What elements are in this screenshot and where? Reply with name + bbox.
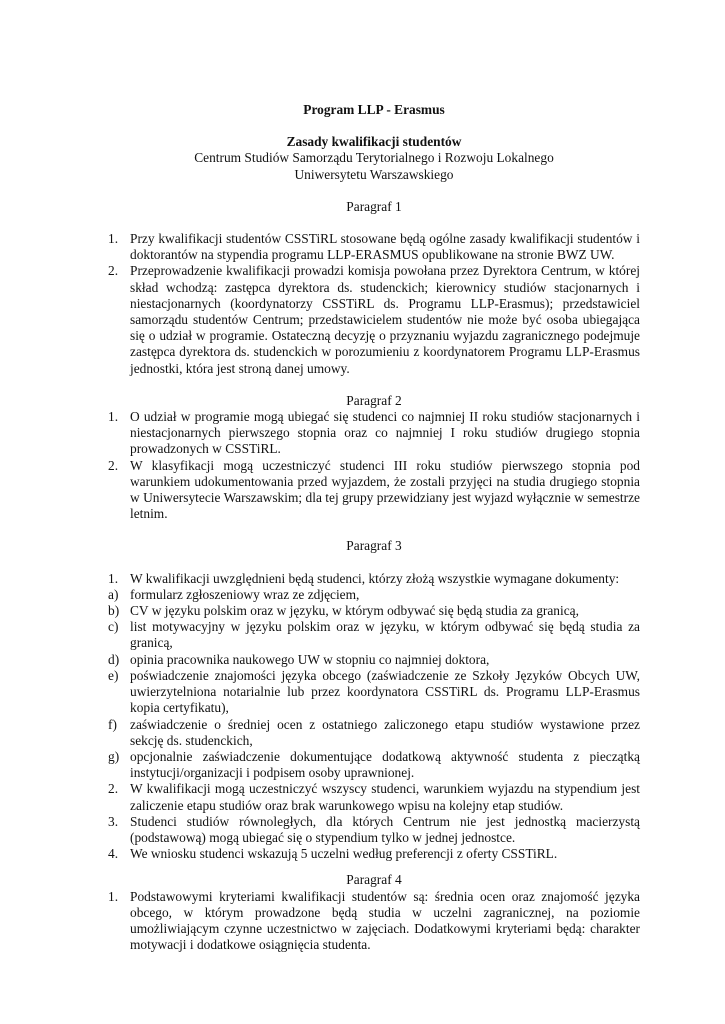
list-item	[108, 409, 640, 458]
item-label: 1.	[108, 570, 119, 586]
list-item	[108, 889, 640, 954]
item-label: b)	[108, 603, 120, 619]
item-label: f)	[108, 716, 117, 732]
list-item	[108, 652, 640, 668]
org-name-line1: Centrum Studiów Samorządu Terytorialnego i Rozwoju Lokalnego	[194, 150, 554, 166]
list-item	[108, 571, 640, 587]
item-label: 2.	[108, 457, 119, 473]
list-item	[108, 749, 640, 781]
list-item	[108, 263, 640, 376]
item-label: 3.	[108, 813, 119, 829]
item-label: d)	[108, 651, 120, 667]
list-item	[108, 781, 640, 813]
list-item	[108, 603, 640, 619]
list-item	[108, 619, 640, 651]
list-item	[108, 814, 640, 846]
item-text: Przy kwalifikacji studentów CSSTiRL stosowane będą ogólne zasady kwalifikacji studentów i doktorantów na stypendia programu LLP-ERASMUS opublikowane na stronie BWZ UW.	[130, 231, 640, 263]
list-item	[108, 846, 640, 862]
section-title: Paragraf 1	[346, 198, 402, 214]
list-item	[108, 587, 640, 603]
item-label: 1.	[108, 409, 119, 425]
item-label: a)	[108, 586, 119, 602]
document-page	[108, 102, 640, 953]
item-text: Podstawowymi kryteriami kwalifikacji studentów są: średnia ocen oraz znajomość języka obcego, w którym prowadzone będą studia w uczelni zagranicznej, na poziomie umożliwiającym czynne uczestnictwo w zajęciach. Dodatkowymi kryteriami będą: charakter motywacji i dodatkowe osiągnięcia studenta.	[130, 888, 640, 953]
item-text: W kwalifikacji mogą uczestniczyć wszyscy studenci, warunkiem wyjazdu na stypendium jest zaliczenie etapu studiów oraz brak warunkowego wpisu na kolejny etap studiów.	[130, 781, 640, 813]
item-label: 2.	[108, 263, 119, 279]
item-text: CV w języku polskim oraz w języku, w którym odbywać się będą studia za granicą,	[130, 603, 579, 619]
item-text: list motywacyjny w języku polskim oraz w języku, w którym odbywać się będą studia za granicą,	[130, 619, 640, 651]
list-item	[108, 458, 640, 523]
item-label: g)	[108, 748, 120, 764]
item-label: 4.	[108, 846, 119, 862]
item-text: Przeprowadzenie kwalifikacji prowadzi komisja powołana przez Dyrektora Centrum, w której skład wchodzą: zastępca dyrektora ds. studenckich; kierownicy studiów stacjonarnych i niestacjonarnych (koordynatorzy CSSTiRL ds. Programu LLP-Erasmus); przedstawiciel samorządu studentów Centrum; przedstawicielem studentów nie może być osoba ubiegająca się o udział w programie. Ostateczną decyzję o przyznaniu wyjazdu zagranicznego podejmuje zastępca dyrektora ds. studenckich w porozumieniu z koordynatorem Programu LLP-Erasmus jednostki, która jest stroną danej umowy.	[130, 263, 640, 376]
item-text: opcjonalnie zaświadczenie dokumentujące dodatkową aktywność studenta z pieczątką instytucji/organizacji i podpisem osoby uprawnionej.	[130, 748, 640, 781]
item-label: e)	[108, 667, 119, 683]
list-item	[108, 668, 640, 717]
section-title: Paragraf 3	[346, 538, 402, 554]
item-text: We wniosku studenci wskazują 5 uczelni według preferencji z oferty CSSTiRL.	[130, 846, 558, 862]
item-text: W klasyfikacji mogą uczestniczyć studenci III roku studiów pierwszego stopnia pod warunkiem udokumentowania przed wyjazdem, że zostali przyjęci na studia drugiego stopnia w Uniwersytecie Warszawskim; dla tej grupy przewidziany jest wyjazd wyłącznie w semestrze letnim.	[130, 457, 640, 522]
section-title: Paragraf 4	[346, 872, 402, 888]
item-text: W kwalifikacji uwzględnieni będą studenci, którzy złożą wszystkie wymagane dokumenty:	[130, 570, 620, 586]
item-text: zaświadczenie o średniej ocen z ostatniego zaliczonego etapu studiów wystawione przez sekcję ds. studenckich,	[130, 716, 640, 748]
item-label: 2.	[108, 781, 119, 797]
item-label: c)	[108, 619, 119, 635]
item-text: poświadczenie znajomości języka obcego (zaświadczenie ze Szkoły Języków Obcych UW, uwierzytelniona notarialnie lub przez koordynatora CSSTiRL ds. Programu LLP-Erasmus kopia certyfikatu),	[130, 667, 640, 716]
item-label: 1.	[108, 231, 119, 247]
list-item	[108, 717, 640, 749]
item-text: Studenci studiów równoległych, dla których Centrum nie jest jednostką macierzystą (podstawową) mogą ubiegać się o stypendium tylko w jednej jednostce.	[130, 813, 640, 845]
section-title: Paragraf 2	[346, 392, 402, 408]
program-title: Program LLP - Erasmus	[303, 102, 445, 117]
document-subtitle: Zasady kwalifikacji studentów	[286, 134, 462, 150]
org-name-line2: Uniwersytetu Warszawskiego	[294, 166, 454, 182]
item-label: 1.	[108, 888, 119, 904]
item-text: O udział w programie mogą ubiegać się studenci co najmniej II roku studiów stacjonarnych i niestacjonarnych pierwszego stopnia oraz co najmniej I roku studiów drugiego stopnia prowadzonych w CSSTiRL.	[130, 409, 640, 457]
item-text: formularz zgłoszeniowy wraz ze zdjęciem,	[130, 586, 360, 602]
list-item	[108, 231, 640, 263]
item-text: opinia pracownika naukowego UW w stopniu co najmniej doktora,	[130, 651, 490, 667]
